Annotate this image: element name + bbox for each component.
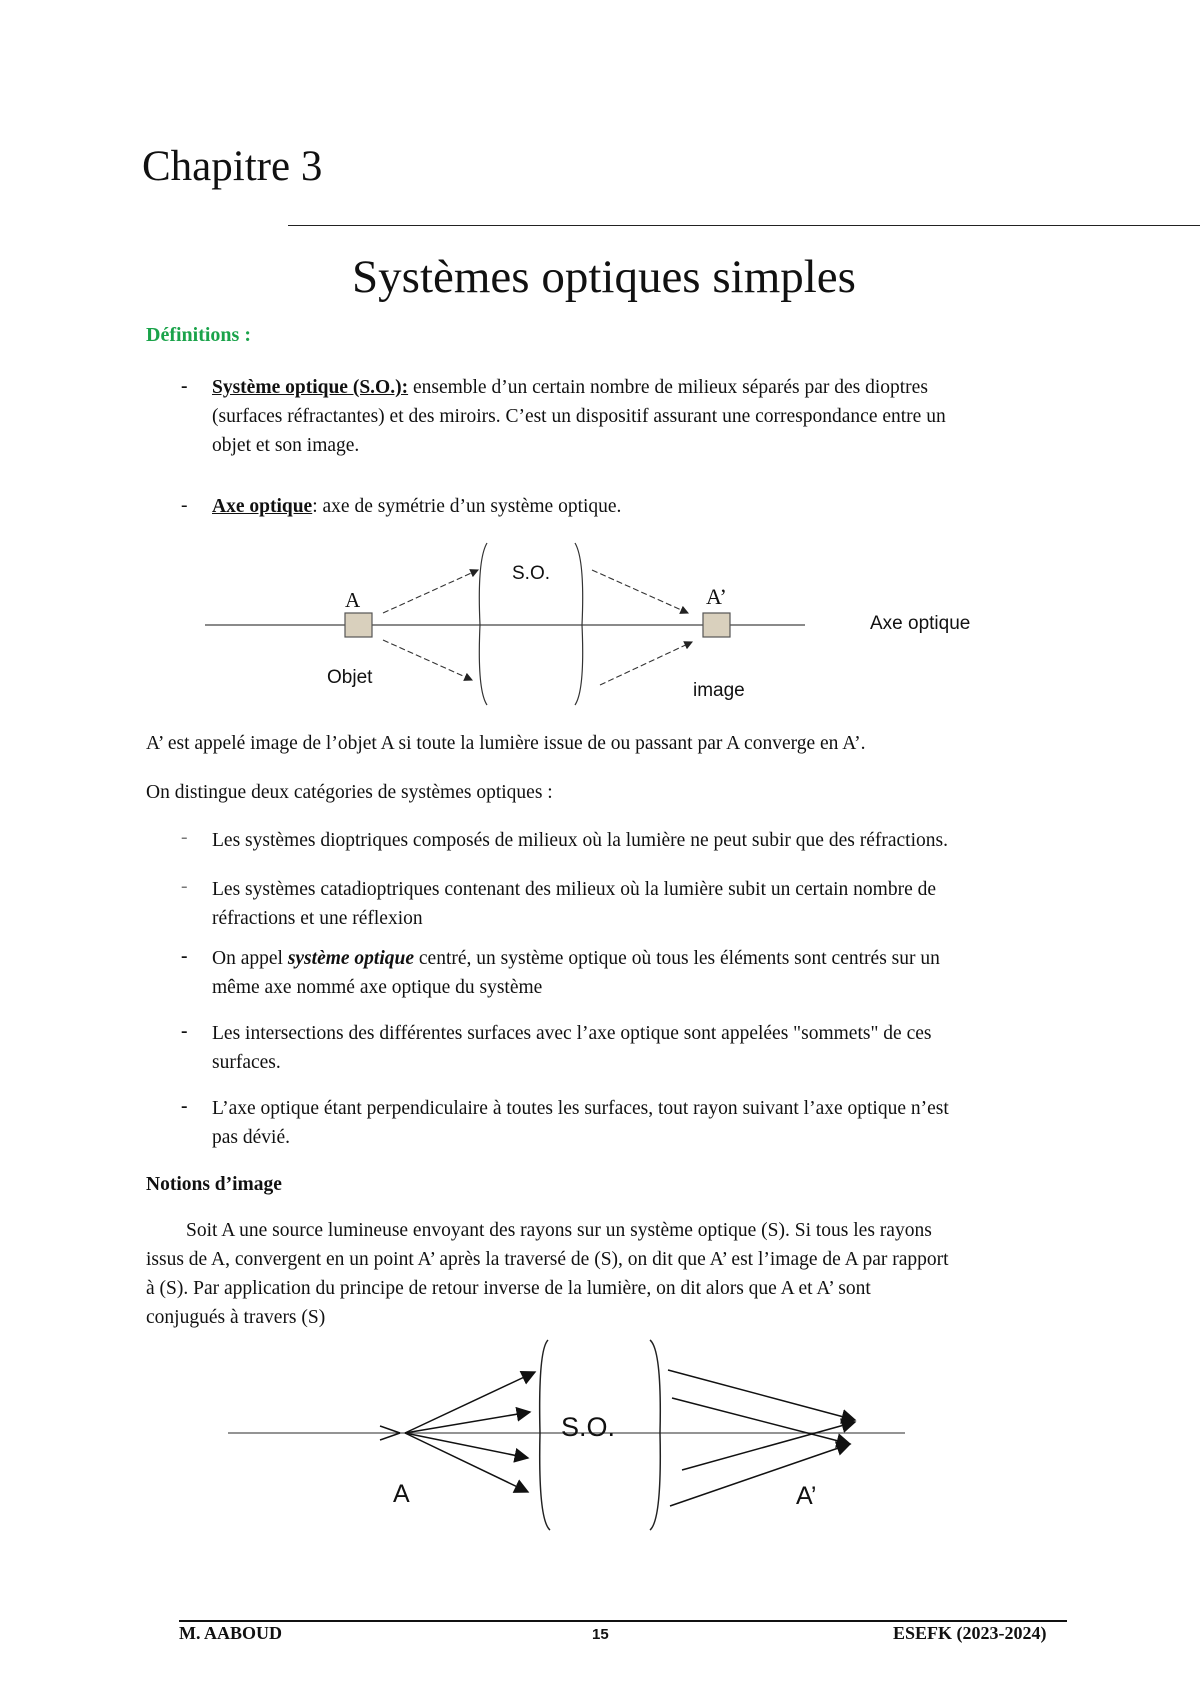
- bullet-dioptric: Les systèmes dioptriques composés de milieux où la lumière ne peut subir que des réfractions.: [212, 830, 948, 851]
- so-definition: [212, 373, 946, 460]
- axe-term: Axe optique: [212, 496, 313, 517]
- footer-page-number: 15: [592, 1626, 609, 1643]
- bullet-vertices: [212, 1019, 931, 1077]
- bullet-catadioptric-line2: réfractions et une réflexion: [212, 908, 423, 929]
- image-label: image: [693, 680, 745, 701]
- bullet-centered-em: système optique: [287, 948, 415, 969]
- bullet-centered: [212, 944, 940, 1002]
- bullet-centered-pre: On appel: [212, 948, 288, 969]
- ray-arrow: [380, 1426, 400, 1433]
- ray-arrow: [383, 570, 478, 613]
- so-right-bracket: [650, 1340, 660, 1530]
- axe-text: : axe de symétrie d’un système optique.: [312, 496, 622, 517]
- image-definition: A’ est appelé image de l’objet A si toute la lumière issue de ou passant par A converge en A’.: [146, 733, 866, 754]
- ray-arrow: [672, 1398, 850, 1444]
- notions-paragraph: [146, 1216, 1076, 1332]
- notions-line4: conjugués à travers (S): [146, 1307, 326, 1328]
- bullet-dash: -: [181, 876, 188, 897]
- objet-label: Objet: [327, 667, 373, 688]
- ray-arrow: [380, 1433, 400, 1440]
- page-title: [0, 250, 1200, 304]
- bullet-vertices-line2: surfaces.: [212, 1052, 281, 1073]
- bullet-centered-post: centré, un système optique où tous les éléments sont centrés sur un: [414, 948, 940, 969]
- so-right-bracket: [575, 543, 583, 705]
- ray-arrow: [405, 1433, 528, 1492]
- ray-arrow: [405, 1433, 528, 1458]
- bullet-dash: -: [181, 376, 188, 397]
- optical-system-diagram: [0, 530, 1200, 710]
- bullet-dash: -: [181, 946, 188, 967]
- ray-arrow: [592, 570, 688, 613]
- ray-arrow: [682, 1422, 855, 1470]
- ray-arrow: [383, 640, 472, 680]
- ray-arrow: [405, 1412, 530, 1433]
- object-a-label: A: [345, 588, 361, 612]
- notions-line1: Soit A une source lumineuse envoyant des rayons sur un système optique (S). Si tous les rayons: [186, 1220, 932, 1241]
- image-a-prime-label: A’: [706, 584, 727, 609]
- footer-school: ESEFK (2023-2024): [893, 1623, 1047, 1643]
- definitions-heading: Définitions :: [146, 324, 251, 346]
- page-title-text: Systèmes optiques simples: [352, 251, 856, 303]
- point-a-prime-label: A’: [796, 1482, 817, 1510]
- so-left-bracket: [540, 1340, 550, 1530]
- so-left-bracket: [479, 543, 487, 705]
- so-text-2: (surfaces réfractantes) et des miroirs. C’est un dispositif assurant une correspondance entre un: [212, 406, 946, 427]
- bullet-dash: -: [181, 1096, 188, 1117]
- ray-arrow: [600, 642, 692, 685]
- footer-author: M. AABOUD: [179, 1623, 282, 1643]
- axe-optique-label: Axe optique: [870, 613, 971, 634]
- bullet-centered-line2: même axe nommé axe optique du système: [212, 977, 543, 998]
- bullet-axis-ray: [212, 1094, 949, 1152]
- bullet-dash: -: [181, 495, 188, 516]
- chapter-label: Chapitre 3: [142, 143, 323, 190]
- so-label: S.O.: [512, 563, 551, 584]
- ray-arrow: [668, 1370, 855, 1420]
- point-a-label: A: [393, 1480, 410, 1508]
- bullet-axis-ray-line2: pas dévié.: [212, 1127, 290, 1148]
- header-rule: [288, 225, 1200, 226]
- bullet-catadioptric: [212, 875, 936, 933]
- ray-arrow: [670, 1444, 850, 1506]
- axe-definition: [212, 492, 621, 521]
- notions-heading: Notions d’image: [146, 1174, 282, 1195]
- footer-rule: [179, 1620, 1067, 1622]
- ray-arrow: [405, 1372, 535, 1433]
- bullet-dash: -: [181, 827, 188, 848]
- bullet-axis-ray-line1: L’axe optique étant perpendiculaire à toutes les surfaces, tout rayon suivant l’axe optique n’est: [212, 1098, 949, 1119]
- image-box: [703, 613, 730, 637]
- categories-intro: On distingue deux catégories de systèmes optiques :: [146, 782, 553, 803]
- notions-line3: à (S). Par application du principe de retour inverse de la lumière, on dit alors que A et A’ sont: [146, 1278, 871, 1299]
- bullet-catadioptric-line1: Les systèmes catadioptriques contenant des milieux où la lumière subit un certain nombre de: [212, 879, 937, 900]
- so-term: Système optique (S.O.):: [212, 377, 409, 398]
- so-label: S.O.: [561, 1412, 616, 1442]
- object-box: [345, 613, 372, 637]
- so-text-3: objet et son image.: [212, 435, 360, 456]
- bullet-dash: -: [181, 1021, 188, 1042]
- so-text-1: ensemble d’un certain nombre de milieux séparés par des dioptres: [408, 377, 928, 398]
- notions-line2: issus de A, convergent en un point A’ après la traversé de (S), on dit que A’ est l’image de A par rapport: [146, 1249, 949, 1270]
- bullet-vertices-line1: Les intersections des différentes surfaces avec l’axe optique sont appelées "sommets" de ces: [212, 1023, 932, 1044]
